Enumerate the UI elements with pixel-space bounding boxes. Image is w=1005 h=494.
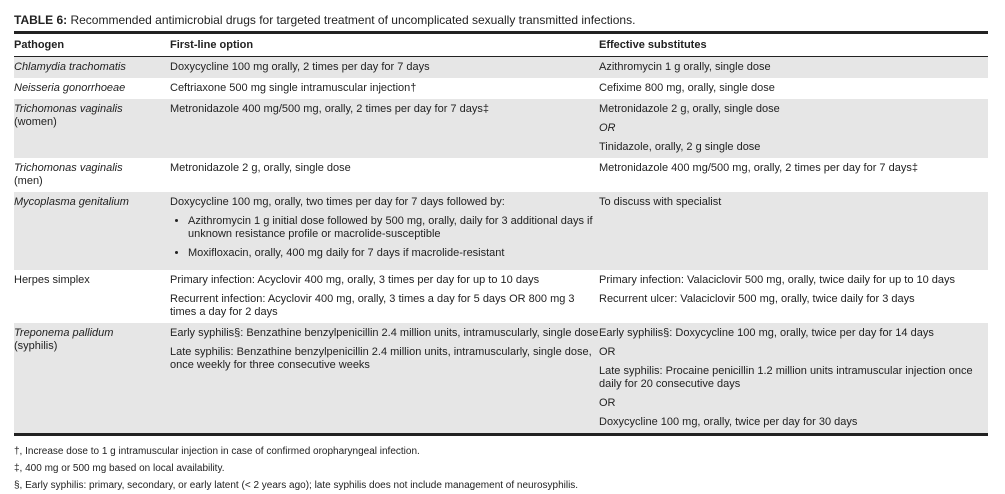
first-line-text: Early syphilis§: Benzathine benzylpenicillin 2.4 million units, intramuscularly, single dose [170,327,599,339]
pathogen-name: Treponema pallidum [14,327,114,339]
substitute-text: OR [599,346,616,358]
first-line-text: Doxycycline 100 mg orally, 2 times per day for 7 days [170,61,430,73]
substitutes-cell [599,99,988,158]
bullet-item: • Azithromycin 1 g initial dose followed by 500 mg, orally, daily for 3 additional days if unknown resistance profile or macrolide-susceptible [188,215,599,241]
pathogen-qualifier: (women) [14,116,57,128]
table-figure [14,12,988,494]
first-line-text: Metronidazole 400 mg/500 mg, orally, 2 times per day for 7 days‡ [170,103,489,115]
first-line-text: Late syphilis: Benzathine benzylpenicillin 2.4 million units, intramuscularly, single dose, once weekly for three consecutive weeks [170,346,592,371]
table-row [14,78,988,99]
first-line-text: Recurrent infection: Acyclovir 400 mg, orally, 3 times a day for 5 days OR 800 mg 3 times a day for 2 days [170,293,575,318]
table-row [14,57,988,79]
substitute-text: Early syphilis§: Doxycycline 100 mg, orally, twice per day for 14 days [599,327,934,339]
pathogen-cell [14,158,170,192]
pathogen-cell [14,57,170,79]
table-row [14,270,988,323]
table-row [14,158,988,192]
first-line-cell [170,192,599,270]
substitute-text: Metronidazole 400 mg/500 mg, orally, 2 times per day for 7 days‡ [599,162,918,174]
pathogen-qualifier: (men) [14,175,43,187]
table-row [14,323,988,435]
pathogen-name: Chlamydia trachomatis [14,61,126,73]
first-line-text: Primary infection: Acyclovir 400 mg, orally, 3 times per day for up to 10 days [170,274,540,286]
treatment-table [14,34,988,436]
first-line-cell [170,78,599,99]
first-line-text: Metronidazole 2 g, orally, single dose [170,162,351,174]
table-row [14,192,988,270]
header-pathogen: Pathogen [14,34,170,57]
substitute-text: Recurrent ulcer: Valaciclovir 500 mg, orally, twice daily for 3 days [599,293,915,305]
first-line-cell [170,270,599,323]
substitute-text: Cefixime 800 mg, orally, single dose [599,82,775,94]
table-row [14,99,988,158]
bullet-item: • Moxifloxacin, orally, 400 mg daily for 7 days if macrolide-resistant [188,247,599,260]
header-row [14,34,988,57]
substitute-text: Tinidazole, orally, 2 g single dose [599,141,761,153]
pathogen-cell [14,78,170,99]
pathogen-cell [14,99,170,158]
caption-label: TABLE 6: [14,13,68,27]
substitute-text: Primary infection: Valaciclovir 500 mg, orally, twice daily for up to 10 days [599,274,956,286]
substitute-text: Azithromycin 1 g orally, single dose [599,61,771,73]
pathogen-name: Herpes simplex [14,274,90,286]
substitutes-cell [599,270,988,323]
pathogen-cell [14,323,170,435]
substitutes-cell [599,57,988,79]
caption-text: Recommended antimicrobial drugs for targeted treatment of uncomplicated sexually transmitted infections. [70,13,636,27]
first-line-cell [170,158,599,192]
substitute-text: Metronidazole 2 g, orally, single dose [599,103,780,115]
footnote: ‡, 400 mg or 500 mg based on local availability. [14,463,225,474]
pathogen-cell [14,270,170,323]
pathogen-name: Mycoplasma genitalium [14,196,129,208]
substitute-text: To discuss with specialist [599,196,722,208]
substitutes-cell [599,192,988,270]
header-substitutes: Effective substitutes [599,34,988,57]
pathogen-name: Trichomonas vaginalis [14,162,123,174]
substitute-text: OR [599,122,616,134]
first-line-cell [170,323,599,435]
bullet-list [170,215,599,260]
first-line-cell [170,99,599,158]
substitutes-cell [599,78,988,99]
footnotes [14,443,988,494]
pathogen-name: Trichomonas vaginalis [14,103,123,115]
substitute-text: Late syphilis: Procaine penicillin 1.2 million units intramuscular injection once daily for 20 consecutive days [599,365,973,390]
substitutes-cell [599,323,988,435]
first-line-text: Doxycycline 100 mg, orally, two times per day for 7 days followed by: [170,196,505,208]
substitute-text: OR [599,397,616,409]
first-line-text: Ceftriaxone 500 mg single intramuscular injection† [170,82,417,94]
first-line-cell [170,57,599,79]
substitutes-cell [599,158,988,192]
pathogen-name: Neisseria gonorrhoeae [14,82,126,94]
table-caption [14,12,988,34]
pathogen-cell [14,192,170,270]
header-first-line: First-line option [170,34,599,57]
substitute-text: Doxycycline 100 mg, orally, twice per day for 30 days [599,416,858,428]
footnote: §, Early syphilis: primary, secondary, or early latent (< 2 years ago); late syphilis does not include management of neurosyphilis. [14,480,579,491]
pathogen-qualifier: (syphilis) [14,340,58,352]
footnote: †, Increase dose to 1 g intramuscular injection in case of confirmed oropharyngeal infection. [14,446,420,457]
